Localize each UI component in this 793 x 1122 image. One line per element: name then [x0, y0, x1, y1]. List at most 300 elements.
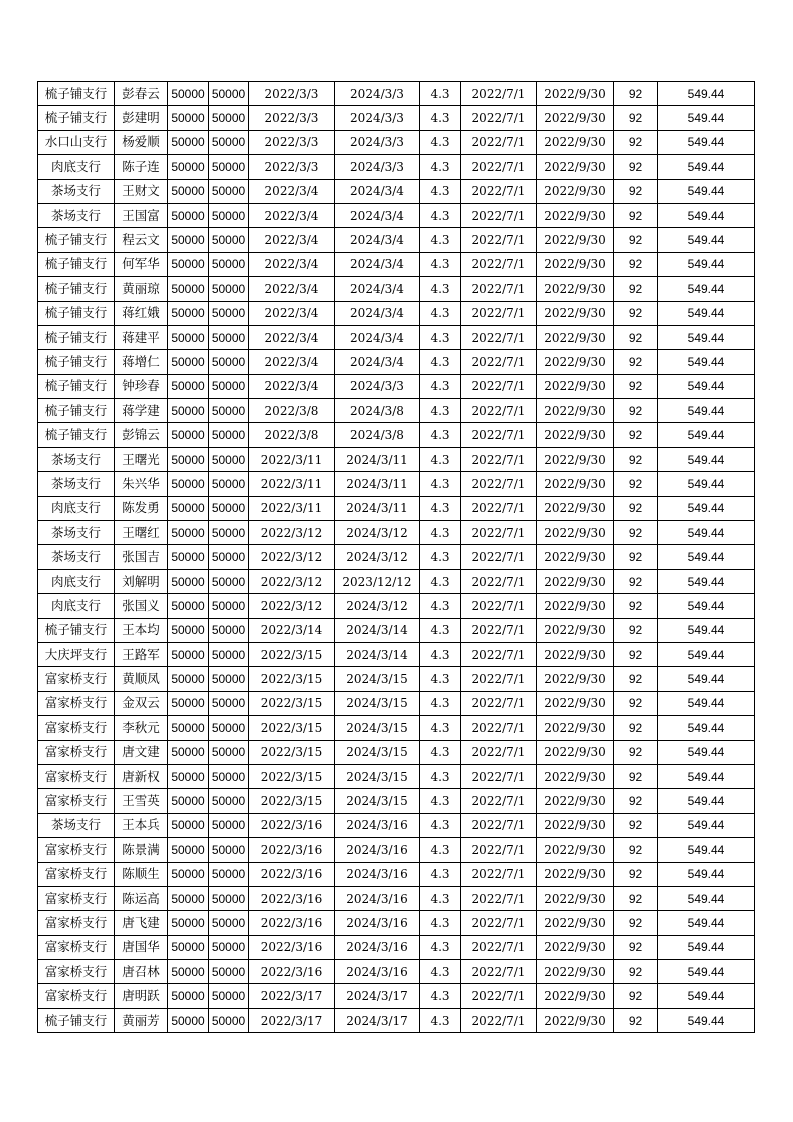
interest-cell: 549.44: [658, 569, 755, 593]
branch-cell: 大庆坪支行: [38, 642, 115, 666]
period-start-cell: 2022/7/1: [461, 496, 537, 520]
due-date-cell: 2024/3/15: [335, 667, 420, 691]
rate-cell: 4.3: [420, 642, 461, 666]
period-start-cell: 2022/7/1: [461, 764, 537, 788]
days-cell: 92: [614, 911, 658, 935]
loan-amount-cell: 50000: [168, 594, 209, 618]
start-date-cell: 2022/3/4: [249, 277, 335, 301]
start-date-cell: 2022/3/11: [249, 472, 335, 496]
table-row: [38, 496, 755, 520]
start-date-cell: 2022/3/4: [249, 374, 335, 398]
balance-cell: 50000: [209, 472, 249, 496]
period-start-cell: 2022/7/1: [461, 82, 537, 106]
start-date-cell: 2022/3/15: [249, 667, 335, 691]
table-row: [38, 569, 755, 593]
balance-cell: 50000: [209, 155, 249, 179]
days-cell: 92: [614, 350, 658, 374]
start-date-cell: 2022/3/15: [249, 642, 335, 666]
period-start-cell: 2022/7/1: [461, 203, 537, 227]
rate-cell: 4.3: [420, 130, 461, 154]
loan-amount-cell: 50000: [168, 350, 209, 374]
start-date-cell: 2022/3/16: [249, 886, 335, 910]
start-date-cell: 2022/3/3: [249, 130, 335, 154]
rate-cell: 4.3: [420, 984, 461, 1008]
rate-cell: 4.3: [420, 911, 461, 935]
due-date-cell: 2024/3/15: [335, 764, 420, 788]
rate-cell: 4.3: [420, 325, 461, 349]
name-cell: 王财文: [115, 179, 168, 203]
rate-cell: 4.3: [420, 838, 461, 862]
days-cell: 92: [614, 399, 658, 423]
due-date-cell: 2024/3/16: [335, 813, 420, 837]
period-end-cell: 2022/9/30: [537, 252, 614, 276]
period-end-cell: 2022/9/30: [537, 691, 614, 715]
branch-cell: 富家桥支行: [38, 935, 115, 959]
table-row: [38, 911, 755, 935]
due-date-cell: 2024/3/14: [335, 618, 420, 642]
balance-cell: 50000: [209, 179, 249, 203]
name-cell: 王本均: [115, 618, 168, 642]
table-row: [38, 350, 755, 374]
branch-cell: 梳子铺支行: [38, 252, 115, 276]
period-start-cell: 2022/7/1: [461, 155, 537, 179]
interest-cell: 549.44: [658, 862, 755, 886]
table-row: [38, 984, 755, 1008]
name-cell: 李秋元: [115, 716, 168, 740]
start-date-cell: 2022/3/4: [249, 203, 335, 227]
period-end-cell: 2022/9/30: [537, 399, 614, 423]
loan-amount-cell: 50000: [168, 179, 209, 203]
days-cell: 92: [614, 179, 658, 203]
period-end-cell: 2022/9/30: [537, 496, 614, 520]
name-cell: 钟珍春: [115, 374, 168, 398]
table-body: [38, 82, 755, 1033]
days-cell: 92: [614, 886, 658, 910]
name-cell: 王本兵: [115, 813, 168, 837]
period-start-cell: 2022/7/1: [461, 886, 537, 910]
due-date-cell: 2024/3/3: [335, 82, 420, 106]
start-date-cell: 2022/3/3: [249, 106, 335, 130]
loan-amount-cell: 50000: [168, 82, 209, 106]
due-date-cell: 2024/3/12: [335, 521, 420, 545]
name-cell: 彭春云: [115, 82, 168, 106]
branch-cell: 富家桥支行: [38, 667, 115, 691]
loan-amount-cell: 50000: [168, 447, 209, 471]
branch-cell: 茶场支行: [38, 447, 115, 471]
start-date-cell: 2022/3/4: [249, 252, 335, 276]
start-date-cell: 2022/3/12: [249, 594, 335, 618]
start-date-cell: 2022/3/15: [249, 764, 335, 788]
start-date-cell: 2022/3/3: [249, 155, 335, 179]
loan-amount-cell: 50000: [168, 521, 209, 545]
start-date-cell: 2022/3/4: [249, 301, 335, 325]
days-cell: 92: [614, 130, 658, 154]
period-end-cell: 2022/9/30: [537, 447, 614, 471]
days-cell: 92: [614, 642, 658, 666]
table-row: [38, 667, 755, 691]
period-start-cell: 2022/7/1: [461, 716, 537, 740]
days-cell: 92: [614, 325, 658, 349]
branch-cell: 富家桥支行: [38, 984, 115, 1008]
balance-cell: 50000: [209, 277, 249, 301]
name-cell: 黄丽琼: [115, 277, 168, 301]
rate-cell: 4.3: [420, 789, 461, 813]
period-start-cell: 2022/7/1: [461, 423, 537, 447]
start-date-cell: 2022/3/12: [249, 521, 335, 545]
loan-amount-cell: 50000: [168, 789, 209, 813]
period-start-cell: 2022/7/1: [461, 642, 537, 666]
period-start-cell: 2022/7/1: [461, 277, 537, 301]
days-cell: 92: [614, 716, 658, 740]
period-start-cell: 2022/7/1: [461, 691, 537, 715]
period-start-cell: 2022/7/1: [461, 618, 537, 642]
rate-cell: 4.3: [420, 740, 461, 764]
interest-cell: 549.44: [658, 521, 755, 545]
period-end-cell: 2022/9/30: [537, 179, 614, 203]
rate-cell: 4.3: [420, 496, 461, 520]
loan-amount-cell: 50000: [168, 862, 209, 886]
rate-cell: 4.3: [420, 155, 461, 179]
due-date-cell: 2024/3/16: [335, 862, 420, 886]
interest-cell: 549.44: [658, 399, 755, 423]
balance-cell: 50000: [209, 399, 249, 423]
table-row: [38, 886, 755, 910]
due-date-cell: 2024/3/15: [335, 789, 420, 813]
table-row: [38, 691, 755, 715]
due-date-cell: 2023/12/12: [335, 569, 420, 593]
period-start-cell: 2022/7/1: [461, 106, 537, 130]
due-date-cell: 2024/3/4: [335, 277, 420, 301]
name-cell: 黄顺凤: [115, 667, 168, 691]
name-cell: 蒋学建: [115, 399, 168, 423]
period-end-cell: 2022/9/30: [537, 1008, 614, 1032]
days-cell: 92: [614, 423, 658, 447]
days-cell: 92: [614, 764, 658, 788]
name-cell: 何军华: [115, 252, 168, 276]
period-end-cell: 2022/9/30: [537, 740, 614, 764]
interest-cell: 549.44: [658, 594, 755, 618]
interest-cell: 549.44: [658, 691, 755, 715]
table-row: [38, 423, 755, 447]
start-date-cell: 2022/3/15: [249, 716, 335, 740]
days-cell: 92: [614, 569, 658, 593]
loan-interest-table: [37, 81, 755, 1033]
days-cell: 92: [614, 813, 658, 837]
start-date-cell: 2022/3/16: [249, 862, 335, 886]
table-row: [38, 399, 755, 423]
balance-cell: 50000: [209, 350, 249, 374]
branch-cell: 水口山支行: [38, 130, 115, 154]
interest-cell: 549.44: [658, 618, 755, 642]
rate-cell: 4.3: [420, 521, 461, 545]
balance-cell: 50000: [209, 1008, 249, 1032]
loan-amount-cell: 50000: [168, 203, 209, 227]
due-date-cell: 2024/3/4: [335, 179, 420, 203]
start-date-cell: 2022/3/11: [249, 447, 335, 471]
rate-cell: 4.3: [420, 935, 461, 959]
start-date-cell: 2022/3/12: [249, 545, 335, 569]
period-start-cell: 2022/7/1: [461, 838, 537, 862]
start-date-cell: 2022/3/14: [249, 618, 335, 642]
loan-amount-cell: 50000: [168, 716, 209, 740]
rate-cell: 4.3: [420, 203, 461, 227]
interest-cell: 549.44: [658, 642, 755, 666]
branch-cell: 富家桥支行: [38, 764, 115, 788]
due-date-cell: 2024/3/4: [335, 203, 420, 227]
period-end-cell: 2022/9/30: [537, 569, 614, 593]
days-cell: 92: [614, 496, 658, 520]
period-end-cell: 2022/9/30: [537, 423, 614, 447]
days-cell: 92: [614, 960, 658, 984]
table-row: [38, 521, 755, 545]
interest-cell: 549.44: [658, 106, 755, 130]
due-date-cell: 2024/3/4: [335, 228, 420, 252]
table-row: [38, 325, 755, 349]
rate-cell: 4.3: [420, 423, 461, 447]
loan-amount-cell: 50000: [168, 155, 209, 179]
due-date-cell: 2024/3/11: [335, 472, 420, 496]
due-date-cell: 2024/3/16: [335, 960, 420, 984]
due-date-cell: 2024/3/11: [335, 447, 420, 471]
table-row: [38, 1008, 755, 1032]
name-cell: 王曙光: [115, 447, 168, 471]
days-cell: 92: [614, 740, 658, 764]
table-row: [38, 301, 755, 325]
period-end-cell: 2022/9/30: [537, 935, 614, 959]
interest-cell: 549.44: [658, 911, 755, 935]
balance-cell: 50000: [209, 569, 249, 593]
table-row: [38, 594, 755, 618]
due-date-cell: 2024/3/12: [335, 594, 420, 618]
interest-cell: 549.44: [658, 1008, 755, 1032]
period-end-cell: 2022/9/30: [537, 984, 614, 1008]
loan-amount-cell: 50000: [168, 545, 209, 569]
period-start-cell: 2022/7/1: [461, 569, 537, 593]
period-end-cell: 2022/9/30: [537, 838, 614, 862]
days-cell: 92: [614, 252, 658, 276]
period-end-cell: 2022/9/30: [537, 886, 614, 910]
period-start-cell: 2022/7/1: [461, 447, 537, 471]
balance-cell: 50000: [209, 545, 249, 569]
period-end-cell: 2022/9/30: [537, 594, 614, 618]
branch-cell: 富家桥支行: [38, 789, 115, 813]
days-cell: 92: [614, 691, 658, 715]
period-start-cell: 2022/7/1: [461, 935, 537, 959]
balance-cell: 50000: [209, 325, 249, 349]
due-date-cell: 2024/3/15: [335, 740, 420, 764]
table-row: [38, 228, 755, 252]
name-cell: 唐新权: [115, 764, 168, 788]
branch-cell: 茶场支行: [38, 179, 115, 203]
name-cell: 蒋增仁: [115, 350, 168, 374]
table-row: [38, 716, 755, 740]
loan-amount-cell: 50000: [168, 228, 209, 252]
interest-cell: 549.44: [658, 472, 755, 496]
loan-amount-cell: 50000: [168, 472, 209, 496]
start-date-cell: 2022/3/8: [249, 399, 335, 423]
days-cell: 92: [614, 862, 658, 886]
period-end-cell: 2022/9/30: [537, 325, 614, 349]
period-start-cell: 2022/7/1: [461, 228, 537, 252]
name-cell: 彭建明: [115, 106, 168, 130]
table-row: [38, 82, 755, 106]
interest-cell: 549.44: [658, 252, 755, 276]
name-cell: 陈子连: [115, 155, 168, 179]
rate-cell: 4.3: [420, 277, 461, 301]
branch-cell: 梳子铺支行: [38, 1008, 115, 1032]
rate-cell: 4.3: [420, 472, 461, 496]
days-cell: 92: [614, 1008, 658, 1032]
period-end-cell: 2022/9/30: [537, 911, 614, 935]
rate-cell: 4.3: [420, 960, 461, 984]
loan-amount-cell: 50000: [168, 838, 209, 862]
period-end-cell: 2022/9/30: [537, 667, 614, 691]
due-date-cell: 2024/3/3: [335, 130, 420, 154]
days-cell: 92: [614, 374, 658, 398]
period-start-cell: 2022/7/1: [461, 350, 537, 374]
name-cell: 张国吉: [115, 545, 168, 569]
days-cell: 92: [614, 935, 658, 959]
days-cell: 92: [614, 984, 658, 1008]
name-cell: 唐飞建: [115, 911, 168, 935]
balance-cell: 50000: [209, 691, 249, 715]
due-date-cell: 2024/3/8: [335, 423, 420, 447]
balance-cell: 50000: [209, 374, 249, 398]
balance-cell: 50000: [209, 764, 249, 788]
table-row: [38, 203, 755, 227]
balance-cell: 50000: [209, 228, 249, 252]
name-cell: 陈景满: [115, 838, 168, 862]
days-cell: 92: [614, 789, 658, 813]
balance-cell: 50000: [209, 935, 249, 959]
interest-cell: 549.44: [658, 960, 755, 984]
branch-cell: 梳子铺支行: [38, 325, 115, 349]
balance-cell: 50000: [209, 716, 249, 740]
table-row: [38, 447, 755, 471]
branch-cell: 肉底支行: [38, 496, 115, 520]
branch-cell: 梳子铺支行: [38, 374, 115, 398]
loan-amount-cell: 50000: [168, 106, 209, 130]
start-date-cell: 2022/3/8: [249, 423, 335, 447]
days-cell: 92: [614, 277, 658, 301]
branch-cell: 富家桥支行: [38, 886, 115, 910]
due-date-cell: 2024/3/16: [335, 838, 420, 862]
loan-amount-cell: 50000: [168, 130, 209, 154]
name-cell: 陈运高: [115, 886, 168, 910]
branch-cell: 梳子铺支行: [38, 106, 115, 130]
due-date-cell: 2024/3/3: [335, 155, 420, 179]
name-cell: 黄丽芳: [115, 1008, 168, 1032]
balance-cell: 50000: [209, 618, 249, 642]
balance-cell: 50000: [209, 911, 249, 935]
balance-cell: 50000: [209, 642, 249, 666]
days-cell: 92: [614, 82, 658, 106]
branch-cell: 富家桥支行: [38, 838, 115, 862]
balance-cell: 50000: [209, 106, 249, 130]
branch-cell: 梳子铺支行: [38, 350, 115, 374]
period-end-cell: 2022/9/30: [537, 277, 614, 301]
table-row: [38, 960, 755, 984]
days-cell: 92: [614, 106, 658, 130]
interest-cell: 549.44: [658, 667, 755, 691]
table-row: [38, 106, 755, 130]
loan-amount-cell: 50000: [168, 960, 209, 984]
start-date-cell: 2022/3/4: [249, 325, 335, 349]
due-date-cell: 2024/3/16: [335, 935, 420, 959]
rate-cell: 4.3: [420, 106, 461, 130]
name-cell: 王国富: [115, 203, 168, 227]
due-date-cell: 2024/3/16: [335, 911, 420, 935]
rate-cell: 4.3: [420, 252, 461, 276]
table-row: [38, 618, 755, 642]
interest-cell: 549.44: [658, 228, 755, 252]
rate-cell: 4.3: [420, 447, 461, 471]
rate-cell: 4.3: [420, 301, 461, 325]
name-cell: 唐国华: [115, 935, 168, 959]
period-end-cell: 2022/9/30: [537, 545, 614, 569]
period-end-cell: 2022/9/30: [537, 130, 614, 154]
interest-cell: 549.44: [658, 838, 755, 862]
interest-cell: 549.44: [658, 447, 755, 471]
loan-amount-cell: 50000: [168, 496, 209, 520]
period-end-cell: 2022/9/30: [537, 374, 614, 398]
start-date-cell: 2022/3/16: [249, 911, 335, 935]
days-cell: 92: [614, 203, 658, 227]
name-cell: 杨爱顺: [115, 130, 168, 154]
period-start-cell: 2022/7/1: [461, 1008, 537, 1032]
rate-cell: 4.3: [420, 886, 461, 910]
name-cell: 唐明跃: [115, 984, 168, 1008]
start-date-cell: 2022/3/4: [249, 350, 335, 374]
rate-cell: 4.3: [420, 667, 461, 691]
rate-cell: 4.3: [420, 691, 461, 715]
table-row: [38, 935, 755, 959]
loan-amount-cell: 50000: [168, 667, 209, 691]
days-cell: 92: [614, 594, 658, 618]
days-cell: 92: [614, 667, 658, 691]
interest-cell: 549.44: [658, 350, 755, 374]
period-end-cell: 2022/9/30: [537, 716, 614, 740]
loan-amount-cell: 50000: [168, 984, 209, 1008]
loan-amount-cell: 50000: [168, 374, 209, 398]
period-start-cell: 2022/7/1: [461, 325, 537, 349]
loan-amount-cell: 50000: [168, 642, 209, 666]
days-cell: 92: [614, 301, 658, 325]
period-start-cell: 2022/7/1: [461, 740, 537, 764]
days-cell: 92: [614, 521, 658, 545]
rate-cell: 4.3: [420, 764, 461, 788]
balance-cell: 50000: [209, 203, 249, 227]
table-row: [38, 179, 755, 203]
period-start-cell: 2022/7/1: [461, 130, 537, 154]
period-start-cell: 2022/7/1: [461, 179, 537, 203]
days-cell: 92: [614, 228, 658, 252]
loan-amount-cell: 50000: [168, 399, 209, 423]
balance-cell: 50000: [209, 82, 249, 106]
table-row: [38, 130, 755, 154]
balance-cell: 50000: [209, 667, 249, 691]
name-cell: 张国义: [115, 594, 168, 618]
due-date-cell: 2024/3/11: [335, 496, 420, 520]
days-cell: 92: [614, 838, 658, 862]
branch-cell: 富家桥支行: [38, 911, 115, 935]
rate-cell: 4.3: [420, 82, 461, 106]
interest-cell: 549.44: [658, 301, 755, 325]
rate-cell: 4.3: [420, 399, 461, 423]
loan-amount-cell: 50000: [168, 423, 209, 447]
loan-amount-cell: 50000: [168, 277, 209, 301]
due-date-cell: 2024/3/15: [335, 691, 420, 715]
